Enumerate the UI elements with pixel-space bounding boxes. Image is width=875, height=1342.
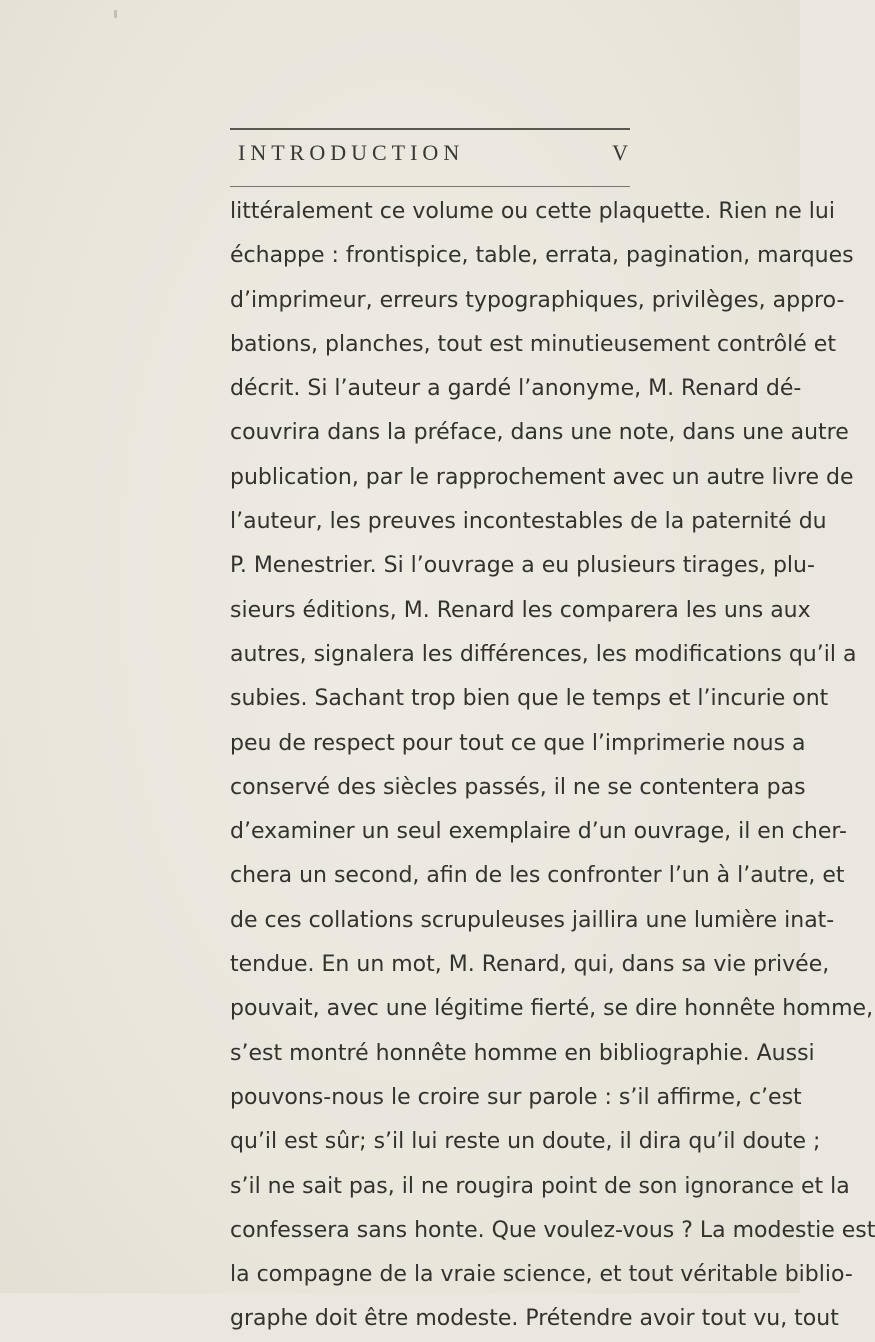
text-line: pouvait, avec une légitime fierté, se dire honnête homme,: [230, 996, 874, 1022]
text-line: qu’il est sûr; s’il lui reste un doute, il dira qu’il doute ;: [230, 1129, 821, 1155]
text-line: conservé des siècles passés, il ne se contentera pas: [230, 774, 806, 800]
body-text: [230, 190, 875, 1342]
header-rule-top: [230, 128, 630, 130]
text-line: peu de respect pour tout ce que l’imprimerie nous a: [230, 730, 806, 756]
page-number: V: [612, 140, 628, 165]
text-line: couvrira dans la préface, dans une note, dans une autre: [230, 420, 849, 446]
text-line: la compagne de la vraie science, et tout véritable biblio-: [230, 1262, 853, 1288]
text-line: publication, par le rapprochement avec un autre livre de: [230, 464, 854, 490]
text-line: tendue. En un mot, M. Renard, qui, dans sa vie privée,: [230, 952, 830, 978]
text-line: de ces collations scrupuleuses jaillira une lumière inat-: [230, 907, 835, 933]
running-title: INTRODUCTION: [238, 140, 465, 165]
text-line: autres, signalera les différences, les modifications qu’il a: [230, 641, 857, 667]
text-line: d’examiner un seul exemplaire d’un ouvrage, il en cher-: [230, 819, 847, 845]
text-line: décrit. Si l’auteur a gardé l’anonyme, M. Renard dé-: [230, 376, 802, 402]
text-line: sieurs éditions, M. Renard les comparera les uns aux: [230, 597, 811, 623]
text-line: pouvons-nous le croire sur parole : s’il affirme, c’est: [230, 1084, 802, 1110]
paper-speck: [114, 10, 117, 18]
text-line: graphe doit être modeste. Prétendre avoir tout vu, tout: [230, 1306, 839, 1332]
text-line: confessera sans honte. Que voulez-vous ? La modestie est: [230, 1217, 875, 1243]
text-line: littéralement ce volume ou cette plaquette. Rien ne lui: [230, 199, 835, 224]
text-line: chera un second, afin de les confronter l’un à l’autre, et: [230, 863, 845, 889]
text-line: s’il ne sait pas, il ne rougira point de son ignorance et la: [230, 1173, 850, 1199]
text-line: bations, planches, tout est minutieusement contrôlé et: [230, 331, 836, 357]
text-line: d’imprimeur, erreurs typographiques, privilèges, appro-: [230, 287, 845, 313]
running-head: [230, 140, 630, 172]
text-line: échappe : frontispice, table, errata, pagination, marques: [230, 243, 854, 269]
text-line: P. Menestrier. Si l’ouvrage a eu plusieurs tirages, plu-: [230, 553, 815, 579]
text-line: l’auteur, les preuves incontestables de la paternité du: [230, 509, 827, 535]
text-line: s’est montré honnête homme en bibliographie. Aussi: [230, 1040, 815, 1066]
text-line: subies. Sachant trop bien que le temps et l’incurie ont: [230, 686, 829, 712]
header-rule-bottom: [230, 186, 630, 187]
